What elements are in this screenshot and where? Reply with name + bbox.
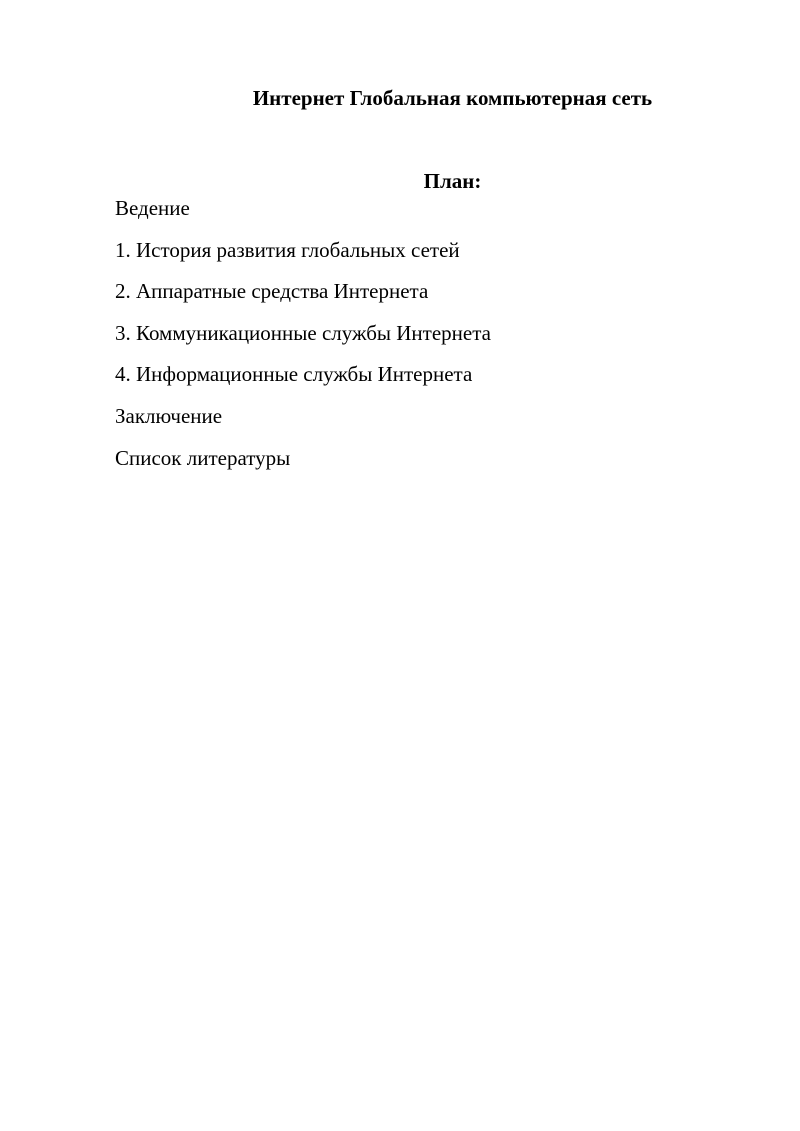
document-title: Интернет Глобальная компьютерная сеть [252,86,653,110]
plan-item-introduction: Ведение [115,196,190,220]
plan-heading: План: [423,169,482,193]
plan-item-communication-services: 3. Коммуникационные службы Интернета [115,320,491,345]
plan-item-hardware: 2. Аппаратные средства Интернета [115,279,429,304]
plan-item-history: 1. История развития глобальных сетей [115,237,460,262]
plan-item-information-services: 4. Информационные службы Интернета [115,362,473,387]
plan-list [115,194,491,485]
plan-item-references: Список литературы [115,445,291,470]
plan-item-conclusion: Заключение [115,403,223,428]
